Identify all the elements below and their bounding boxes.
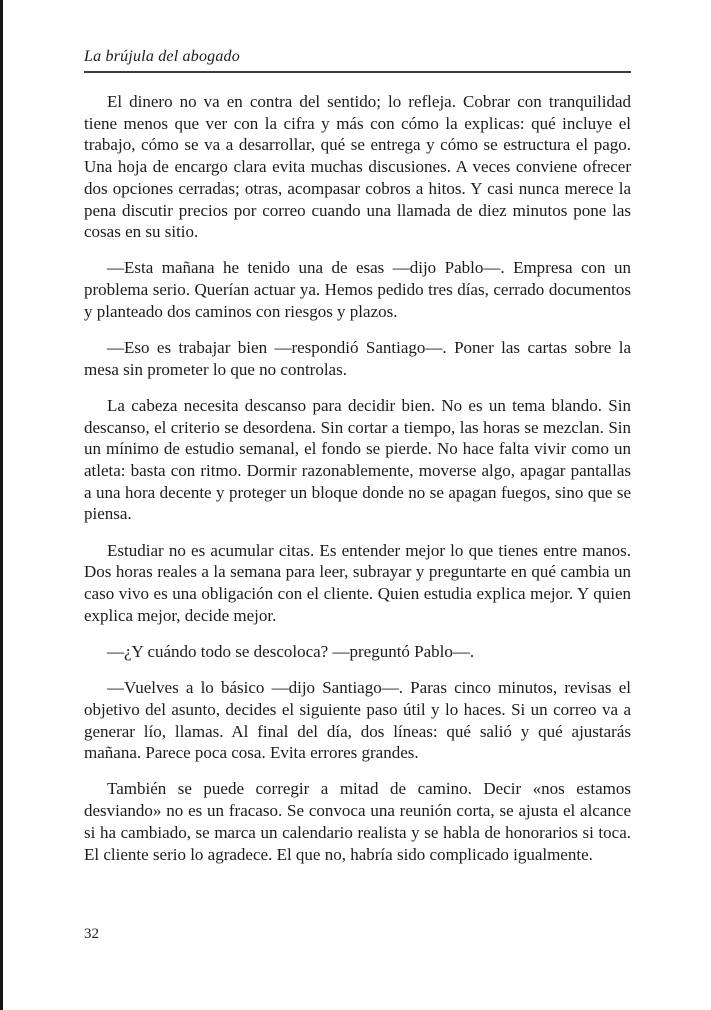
paragraph-money: El dinero no va en contra del sentido; lo refleja. Cobrar con tranquilidad tiene menos que ver con la cifra y más con cómo la explicas: qué incluye el trabajo, cómo se va a desarrollar, qué se entrega y cómo se estructura el pago. Una hoja de encargo clara evita muchas discusiones. A veces conviene ofrecer dos opciones cerradas; otras, acompasar cobros a hitos. Y casi nunca merece la pena discutir precios por correo cuando una llamada de diez minutos pone las cosas en su sitio. — [84, 92, 631, 242]
page-footer — [84, 926, 99, 943]
paragraph-dialogue-pablo-1: —Esta mañana he tenido una de esas —dijo Pablo—. Empresa con un problema serio. Querían actuar ya. Hemos pedido tres días, cerrado documentos y planteado dos caminos con riesgos y plazos. — [84, 258, 631, 321]
paragraph-dialogue-santiago-2: —Vuelves a lo básico —dijo Santiago—. Paras cinco minutos, revisas el objetivo del asunto, decides el siguiente paso útil y lo haces. Si un correo va a generar lío, llamas. Al final del día, dos líneas: qué salió y qué ajustarás mañana. Parece poca cosa. Evita errores grandes. — [84, 678, 631, 763]
scan-edge-left — [0, 0, 3, 1010]
header-rule — [84, 71, 631, 73]
paragraph-study: Estudiar no es acumular citas. Es entender mejor lo que tienes entre manos. Dos horas reales a la semana para leer, subrayar y preguntarte en qué cambia un caso vivo es una obligación con el cliente. Quien estudia explica mejor. Y quien explica mejor, decide mejor. — [84, 540, 631, 625]
paragraph-correction: También se puede corregir a mitad de camino. Decir «nos estamos desviando» no es un fracaso. Se convoca una reunión corta, se ajusta el alcance si ha cambiado, se marca un calendario realista y se habla de honorarios si toca. El cliente serio lo agradece. El que no, habría sido complicado igualmente. — [84, 779, 631, 864]
paragraph-dialogue-santiago-1: —Eso es trabajar bien —respondió Santiago—. Poner las cartas sobre la mesa sin prometer lo que no controlas. — [84, 338, 631, 379]
running-head-title: La brújula del abogado — [84, 48, 240, 65]
paragraph-rest: La cabeza necesita descanso para decidir bien. No es un tema blando. Sin descanso, el criterio se desordena. Sin cortar a tiempo, las horas se mezclan. Sin un mínimo de estudio semanal, el fondo se pierde. No hace falta vivir como un atleta: basta con ritmo. Dormir razonablemente, moverse algo, apagar pantallas a una hora decente y proteger un bloque donde no se apagan fuegos, sino que se piensa. — [84, 395, 631, 524]
page-body — [84, 91, 631, 880]
page-number: 32 — [84, 926, 99, 942]
page-header — [84, 48, 631, 73]
paragraph-dialogue-pablo-2: —¿Y cuándo todo se descoloca? —preguntó Pablo—. — [107, 641, 475, 661]
